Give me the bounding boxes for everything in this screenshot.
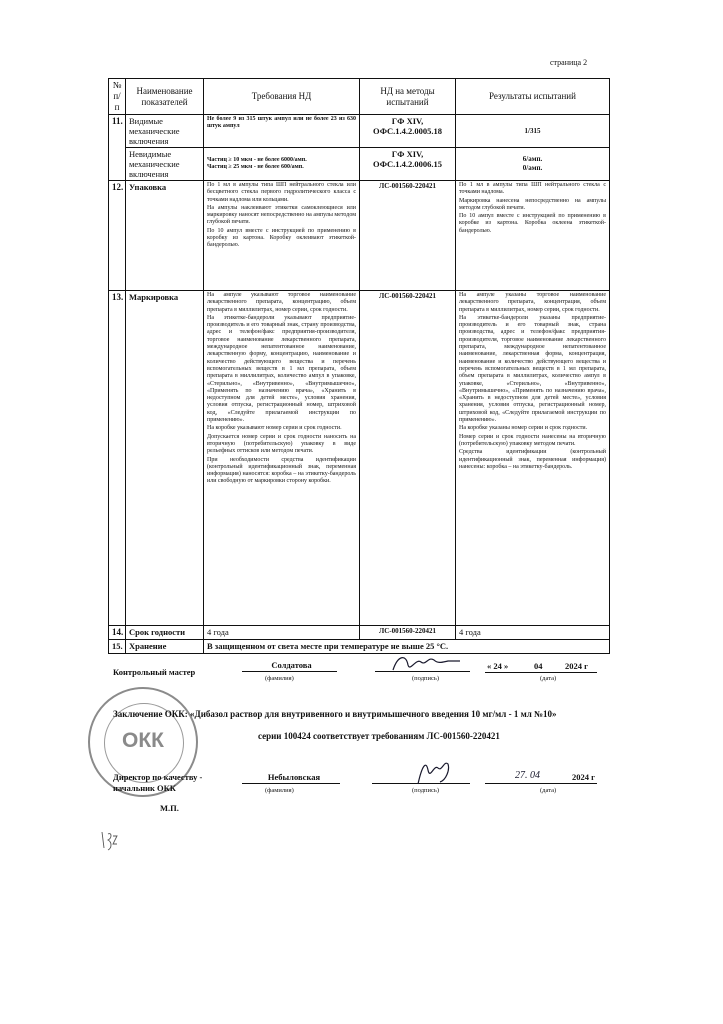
row-result-paragraph: На этикетке-бандероли указаны предприятие-производитель и его товарный знак, страна производства, адрес и телефон/факс предприятия-производителя, торговое наименование лекарственного препарата, международное непатентованное наименование, лекарственная форма, концентрация, наименование и количество действующего вещества и перечень вспомогательных веществ в 1 мл препарата, объем препарата в миллилитрах, количество ампул в упаковке, «Стерильно», «Внутривенно», «Внутримышечно», «Применять по назначению врача», «Хранить в недоступном для детей месте», условия хранения, условия отпуска, регистрационный номер, штриховой код, «Следуйте прилагаемой инструкции по применению». bbox=[459, 314, 606, 424]
row-requirement-paragraph: На ампуле указывают торговое наименование лекарственного препарата, концентрацию, объем препарата в миллилитрах, номер серии, срок годности. bbox=[207, 292, 356, 313]
row-nd: ГФ XIV, ОФС.1.4.2.0006.15 bbox=[360, 148, 456, 181]
row-requirement-paragraph: На ампулы наклеивают этикетки самоклеющиеся или маркировку наносят непосредственно на ампулы методом глубокой печати. bbox=[207, 204, 356, 226]
master-surname: Солдатова bbox=[271, 660, 312, 670]
table-header-row bbox=[109, 79, 610, 115]
row-nd: ГФ XIV, ОФС.1.4.2.0005.18 bbox=[360, 115, 456, 148]
row-requirement-line: Частиц ≥ 25 мкм - не более 600/амп. bbox=[207, 164, 304, 170]
director-title-line2: начальник ОКК bbox=[113, 783, 176, 793]
signature-caption: (подпись) bbox=[412, 787, 439, 794]
table-row bbox=[109, 640, 610, 654]
row-num: 14. bbox=[109, 626, 126, 640]
conclusion-label: Заключение ОКК: bbox=[113, 709, 188, 719]
spec-table bbox=[108, 78, 610, 654]
margin-handwriting bbox=[98, 828, 120, 856]
table-row bbox=[109, 148, 610, 181]
page-number: страница 2 bbox=[550, 58, 588, 67]
row-requirement-paragraph: При необходимости средства идентификации (контрольный идентификационный знак, переменная информация) наносятся: коробка – на этикетку-бандероль или свободную от маркировки сторону коробки. bbox=[207, 456, 356, 485]
director-date: 27. 04 bbox=[515, 770, 540, 781]
director-surname: Небыловская bbox=[267, 772, 321, 782]
header-nd: НД на методы испытаний bbox=[360, 79, 456, 115]
master-date-month: 04 bbox=[534, 661, 543, 671]
date-caption: (дата) bbox=[540, 787, 557, 794]
row-name: Хранение bbox=[126, 640, 204, 654]
table-row bbox=[109, 115, 610, 148]
row-result-paragraph: Средства идентификации (контрольный идентификационный знак, переменная информация) нанесены: коробка – на этикетку-бандероль. bbox=[459, 449, 606, 470]
row-result-paragraph: Номер серии и срок годности нанесены на вторичную (потребительскую) упаковку методом печати. bbox=[459, 433, 606, 447]
row-result-paragraph: На ампуле указаны торговое наименование лекарственного препарата, концентрация, объем препарата в миллилитрах, номер серии, срок годности. bbox=[459, 292, 606, 313]
row-requirement-paragraph: По 10 ампул вместе с инструкцией по применению в коробку из картона. Коробку оклеивают этикеткой-бандеролью. bbox=[207, 227, 356, 249]
director-signature bbox=[410, 756, 460, 788]
header-requirements: Требования НД bbox=[204, 79, 360, 115]
signature-caption: (подпись) bbox=[412, 675, 439, 682]
master-signature bbox=[388, 650, 468, 675]
row-result: 1/315 bbox=[456, 115, 610, 148]
row-name: Срок годности bbox=[126, 626, 204, 640]
row-requirement-line: Частиц ≥ 10 мкм - не более 6000/амп. bbox=[207, 156, 307, 163]
date-caption: (дата) bbox=[540, 675, 557, 682]
row-num: 15. bbox=[109, 640, 126, 654]
row-requirement-paragraph: По 1 мл в ампулы типа ШП нейтрального стекла или бесцветного стекла первого гидролитического класса с точками надлома или кольцами. bbox=[207, 182, 356, 203]
row-result-paragraph: По 10 ампул вместе с инструкцией по применению в коробке из картона. Коробка оклеена этикеткой-бандеролью. bbox=[459, 213, 606, 234]
master-date-day: « 24 » bbox=[487, 661, 509, 671]
row-result-line: 0/амп. bbox=[522, 164, 543, 172]
row-num: 13. bbox=[109, 291, 126, 626]
row-result-paragraph: Маркировка нанесена непосредственно на ампулы методом глубокой печати. bbox=[459, 197, 606, 211]
row-requirement-paragraph: На этикетке-бандероли указывают предприятие-производитель и его товарный знак, страну производства, адрес и телефон/факс предприятия-производителя, торговое наименование лекарственного препарата, международное непатентованное наименование, лекарственную форму, концентрацию, наименование и количество действующего вещества и перечень вспомогательных веществ в 1 мл препарата, объем препарата в миллилитрах, количество ампул в упаковке, «Стерильно», «Внутривенно», «Внутримышечно», «Применять по назначению врача», «Хранить в недоступном для детей месте», условия хранения, условия отпуска, регистрационный номер, штриховой код, «Следуйте прилагаемой инструкции по применению». bbox=[207, 314, 356, 424]
row-requirements: 4 года bbox=[204, 626, 360, 640]
row-requirement-paragraph: На коробке указывают номер серии и срок годности. bbox=[207, 425, 342, 432]
director-year: 2024 г bbox=[572, 772, 595, 782]
row-requirement-paragraph: Допускается номер серии и срок годности наносить на вторичную (потребительскую) упаковку в виде рельефных оттисков или методом печати. bbox=[207, 433, 356, 455]
row-result-paragraph: На коробке указаны номер серии и срок годности. bbox=[459, 425, 588, 432]
director-title: Директор по качеству - bbox=[113, 772, 203, 782]
row-name: Невидимые механические включения bbox=[126, 148, 204, 181]
row-requirements: Не более 9 из 315 штук ампул или не более 23 из 630 штук ампул bbox=[204, 115, 360, 148]
row-name: Маркировка bbox=[126, 291, 204, 626]
master-date-year: 2024 г bbox=[565, 661, 588, 671]
row-nd: ЛС-001560-220421 bbox=[360, 626, 456, 640]
master-title: Контрольный мастер bbox=[113, 667, 196, 677]
row-result: 4 года bbox=[456, 626, 610, 640]
stamp-text: ОКК bbox=[122, 729, 164, 752]
row-num: 12. bbox=[109, 181, 126, 291]
surname-caption: (фамилия) bbox=[265, 675, 294, 682]
header-num: № п/п bbox=[109, 79, 126, 115]
table-row bbox=[109, 626, 610, 640]
row-result-line: 6/амп. bbox=[522, 155, 543, 163]
row-nd: ЛС-001560-220421 bbox=[360, 181, 456, 291]
row-name: Видимые механические включения bbox=[126, 115, 204, 148]
row-num: 11. bbox=[109, 115, 126, 181]
header-name: Наименование показателей bbox=[126, 79, 204, 115]
conclusion-series: серии 100424 соответствует требованиям ЛС-001560-220421 bbox=[258, 731, 500, 741]
table-row bbox=[109, 181, 610, 291]
header-results: Результаты испытаний bbox=[456, 79, 610, 115]
row-requirements: В защищенном от света месте при температуре не выше 25 °С. bbox=[204, 640, 610, 654]
row-name: Упаковка bbox=[126, 181, 204, 291]
surname-caption: (фамилия) bbox=[265, 787, 294, 794]
conclusion-text: «Дибазол раствор для внутривенного и внутримышечного введения 10 мг/мл - 1 мл №10» bbox=[190, 709, 557, 719]
table-row bbox=[109, 291, 610, 626]
seal-label: М.П. bbox=[160, 803, 179, 813]
row-result-paragraph: По 1 мл в ампулы типа ШП нейтрального стекла с точками надлома. bbox=[459, 182, 606, 196]
row-nd: ЛС-001560-220421 bbox=[360, 291, 456, 626]
